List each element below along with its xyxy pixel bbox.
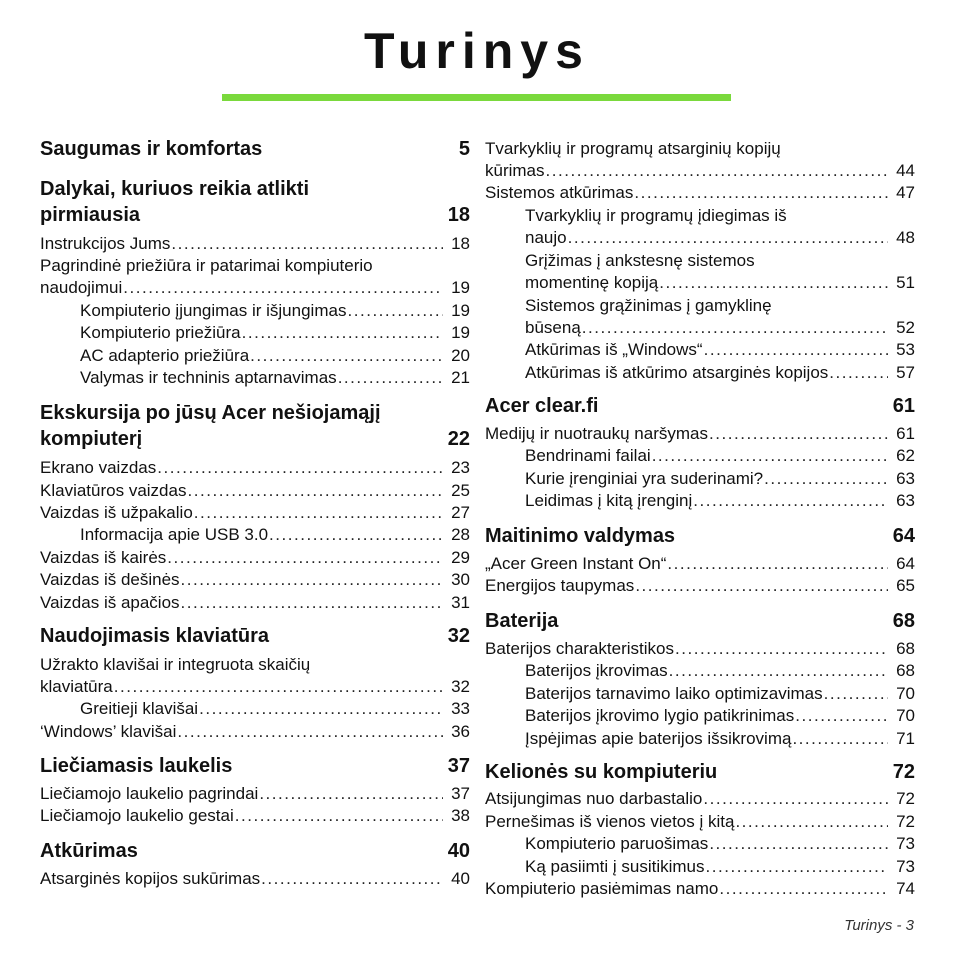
toc-entry[interactable] — [485, 878, 915, 900]
toc-entry[interactable] — [40, 255, 470, 299]
toc-section[interactable] — [485, 523, 915, 549]
page-number: 40 — [447, 840, 470, 862]
page-number: 72 — [896, 812, 915, 831]
leader-dots — [795, 705, 888, 727]
page-number: 21 — [451, 368, 470, 387]
toc-entry[interactable] — [40, 502, 470, 524]
section-title: Maitinimo valdymas — [485, 525, 676, 547]
toc-subentry[interactable] — [80, 300, 470, 322]
leader-dots — [250, 345, 443, 367]
leader-dots — [546, 160, 888, 182]
toc-subentry[interactable] — [525, 250, 915, 294]
page-number: 62 — [896, 446, 915, 465]
page-number: 63 — [896, 469, 915, 488]
page-number: 37 — [451, 784, 470, 803]
entry-text: Atsijungimas nuo darbastalio — [485, 789, 703, 808]
toc-subentry[interactable] — [80, 524, 470, 546]
leader-dots — [693, 490, 888, 512]
toc-entry[interactable] — [40, 592, 470, 614]
leader-dots — [706, 856, 889, 878]
entry-text: „Acer Green Instant On“ — [485, 554, 667, 573]
toc-entry[interactable] — [485, 553, 915, 575]
page-number: 33 — [451, 699, 470, 718]
entry-text: Kompiuterio pasiėmimas namo — [485, 879, 719, 898]
page-number: 64 — [896, 554, 915, 573]
page-number: 18 — [451, 234, 470, 253]
leader-dots — [824, 683, 888, 705]
entry-text: Medijų ir nuotraukų naršymas — [485, 424, 708, 443]
page-number: 28 — [451, 525, 470, 544]
toc-section[interactable] — [485, 608, 915, 634]
entry-text: ‘Windows’ klavišai — [40, 722, 177, 741]
page-number: 36 — [451, 722, 470, 741]
leader-dots — [181, 569, 443, 591]
toc-subentry[interactable] — [525, 205, 915, 249]
toc-entry[interactable] — [485, 575, 915, 597]
entry-text: Vaizdas iš apačios — [40, 593, 180, 612]
toc-subentry[interactable] — [525, 728, 915, 750]
page-number: 72 — [892, 761, 915, 783]
page-number: 30 — [451, 570, 470, 589]
leader-dots — [675, 638, 888, 660]
leader-dots — [269, 524, 443, 546]
leader-dots — [167, 547, 443, 569]
leader-dots — [259, 783, 443, 805]
entry-text: Pagrindinė priežiūra ir patarimai kompiuterio — [40, 256, 373, 275]
toc-section[interactable] — [485, 759, 915, 785]
entry-text: Įspėjimas apie baterijos išsikrovimą — [525, 729, 792, 748]
page-number: 53 — [896, 340, 915, 359]
toc-entry[interactable] — [40, 480, 470, 502]
page-number: 64 — [892, 525, 915, 547]
page-title: Turinys — [364, 23, 590, 79]
entry-text: Bendrinami failai — [525, 446, 651, 465]
toc-subentry[interactable] — [525, 362, 915, 384]
leader-dots — [568, 227, 888, 249]
toc-entry[interactable] — [40, 654, 470, 698]
leader-dots — [123, 277, 443, 299]
page-number: 27 — [451, 503, 470, 522]
page-footer: Turinys - 3 — [844, 917, 914, 934]
page-number: 70 — [896, 684, 915, 703]
page-number: 72 — [896, 789, 915, 808]
page-number: 22 — [447, 428, 470, 450]
section-title: Saugumas ir komfortas — [40, 138, 263, 160]
leader-dots — [704, 339, 888, 361]
toc-subentry[interactable] — [525, 683, 915, 705]
entry-text: Kurie įrenginiai yra suderinami? — [525, 469, 764, 488]
entry-text: Pernešimas iš vienos vietos į kitą — [485, 812, 735, 831]
toc-subentry[interactable] — [525, 339, 915, 361]
page-number: 47 — [896, 183, 915, 202]
leader-dots — [157, 457, 443, 479]
page-number: 18 — [447, 204, 470, 226]
page-number: 40 — [451, 869, 470, 888]
leader-dots — [177, 721, 443, 743]
toc-subentry[interactable] — [525, 705, 915, 727]
page-number: 73 — [896, 834, 915, 853]
leader-dots — [347, 300, 443, 322]
toc-entry[interactable] — [485, 423, 915, 445]
toc-subentry[interactable] — [525, 856, 915, 878]
leader-dots — [582, 317, 888, 339]
page-number: 61 — [892, 395, 915, 417]
toc-section[interactable] — [485, 393, 915, 419]
page-number: 23 — [451, 458, 470, 477]
toc-entry[interactable] — [40, 721, 470, 743]
entry-text: Informacija apie USB 3.0 — [80, 525, 269, 544]
page-number: 25 — [451, 481, 470, 500]
page-number: 68 — [896, 639, 915, 658]
entry-text: Kompiuterio priežiūra — [80, 323, 241, 342]
toc-section[interactable] — [40, 400, 470, 452]
entry-text: Vaizdas iš užpakalio — [40, 503, 193, 522]
page-number: 19 — [451, 278, 470, 297]
page-number: 74 — [896, 879, 915, 898]
toc-entry[interactable] — [40, 457, 470, 479]
entry-text: Tvarkyklių ir programų atsarginių kopijų — [485, 139, 781, 158]
entry-text: Baterijos tarnavimo laiko optimizavimas — [525, 684, 823, 703]
section-title: Dalykai, kuriuos reikia atlikti — [40, 178, 310, 200]
entry-text: Ekrano vaizdas — [40, 458, 157, 477]
leader-dots — [261, 868, 443, 890]
entry-text: būseną — [525, 318, 581, 337]
leader-dots — [652, 445, 888, 467]
leader-dots — [235, 805, 443, 827]
toc-section[interactable] — [40, 838, 470, 864]
toc-entry[interactable] — [40, 783, 470, 805]
entry-text: Baterijos įkrovimo lygio patikrinimas — [525, 706, 795, 725]
entry-text: Grįžimas į ankstesnę sistemos — [525, 251, 755, 270]
page-number: 5 — [458, 138, 470, 160]
page-number: 63 — [896, 491, 915, 510]
page-number: 71 — [896, 729, 915, 748]
entry-text: klaviatūra — [40, 677, 113, 696]
page-number: 48 — [896, 228, 915, 247]
leader-dots — [667, 553, 888, 575]
entry-text: Energijos taupymas — [485, 576, 635, 595]
section-title: Ekskursija po jūsų Acer nešiojamąjį — [40, 402, 381, 424]
section-title: pirmiausia — [40, 204, 141, 226]
entry-text: Ką pasiimti į susitikimus — [525, 857, 705, 876]
toc-section[interactable] — [40, 176, 470, 228]
leader-dots — [764, 468, 888, 490]
page-number: 51 — [896, 273, 915, 292]
section-title: Liečiamasis laukelis — [40, 755, 233, 777]
toc-entry[interactable] — [40, 233, 470, 255]
entry-text: momentinę kopiją — [525, 273, 659, 292]
leader-dots — [635, 575, 888, 597]
leader-dots — [242, 322, 443, 344]
leader-dots — [338, 367, 443, 389]
page-number: 65 — [896, 576, 915, 595]
leader-dots — [709, 423, 888, 445]
toc-entry[interactable] — [40, 547, 470, 569]
toc-entry[interactable] — [40, 569, 470, 591]
toc-subentry[interactable] — [80, 698, 470, 720]
entry-text: Leidimas į kitą įrenginį — [525, 491, 693, 510]
title-underline — [222, 94, 731, 101]
toc-section[interactable] — [40, 136, 470, 162]
entry-text: Sistemos grąžinimas į gamyklinę — [525, 296, 772, 315]
leader-dots — [659, 272, 888, 294]
entry-text: Vaizdas iš kairės — [40, 548, 167, 567]
toc-entry[interactable] — [485, 182, 915, 204]
toc-subentry[interactable] — [80, 367, 470, 389]
page-number: 37 — [447, 755, 470, 777]
page-number: 68 — [896, 661, 915, 680]
page-number: 20 — [451, 346, 470, 365]
toc-entry[interactable] — [485, 788, 915, 810]
entry-text: Kompiuterio įjungimas ir išjungimas — [80, 301, 347, 320]
entry-text: Instrukcijos Jums — [40, 234, 171, 253]
entry-text: Tvarkyklių ir programų įdiegimas iš — [525, 206, 787, 225]
leader-dots — [735, 811, 888, 833]
page-number: 70 — [896, 706, 915, 725]
toc-subentry[interactable] — [525, 468, 915, 490]
page-number: 19 — [451, 323, 470, 342]
toc-entry[interactable] — [485, 138, 915, 182]
leader-dots — [634, 182, 888, 204]
entry-text: AC adapterio priežiūra — [80, 346, 250, 365]
leader-dots — [703, 788, 888, 810]
entry-text: Atkūrimas iš atkūrimo atsarginės kopijos — [525, 363, 829, 382]
page-number: 73 — [896, 857, 915, 876]
toc-entry[interactable] — [485, 811, 915, 833]
page-number: 38 — [451, 806, 470, 825]
page-number: 19 — [451, 301, 470, 320]
section-title: Naudojimasis klaviatūra — [40, 625, 269, 647]
toc-subentry[interactable] — [80, 322, 470, 344]
entry-text: Atkūrimas iš „Windows“ — [525, 340, 703, 359]
entry-text: naudojimui — [40, 278, 123, 297]
leader-dots — [199, 698, 443, 720]
entry-text: Užrakto klavišai ir integruota skaičių — [40, 655, 311, 674]
entry-text: Liečiamojo laukelio gestai — [40, 806, 234, 825]
leader-dots — [709, 833, 888, 855]
toc-subentry[interactable] — [525, 660, 915, 682]
entry-text: kūrimas — [485, 161, 545, 180]
entry-text: Valymas ir techninis aptarnavimas — [80, 368, 337, 387]
toc-entry[interactable] — [40, 868, 470, 890]
leader-dots — [187, 480, 443, 502]
toc-entry[interactable] — [485, 638, 915, 660]
leader-dots — [829, 362, 888, 384]
leader-dots — [114, 676, 443, 698]
leader-dots — [171, 233, 443, 255]
page-number: 68 — [892, 610, 915, 632]
section-title: Kelionės su kompiuteriu — [485, 761, 718, 783]
toc-subentry[interactable] — [80, 345, 470, 367]
leader-dots — [669, 660, 888, 682]
page-number: 52 — [896, 318, 915, 337]
toc-subentry[interactable] — [525, 295, 915, 339]
entry-text: Baterijos charakteristikos — [485, 639, 674, 658]
entry-text: Klaviatūros vaizdas — [40, 481, 187, 500]
entry-text: Kompiuterio paruošimas — [525, 834, 709, 853]
leader-dots — [181, 592, 443, 614]
toc-entry[interactable] — [40, 805, 470, 827]
page-number: 29 — [451, 548, 470, 567]
toc-subentry[interactable] — [525, 445, 915, 467]
page-number: 57 — [896, 363, 915, 382]
leader-dots — [719, 878, 888, 900]
entry-text: naujo — [525, 228, 567, 247]
entry-text: Atsarginės kopijos sukūrimas — [40, 869, 261, 888]
page-number: 44 — [896, 161, 915, 180]
page-number: 32 — [447, 625, 470, 647]
section-title: kompiuterį — [40, 428, 143, 450]
leader-dots — [194, 502, 443, 524]
section-title: Baterija — [485, 610, 559, 632]
toc-section[interactable] — [40, 753, 470, 779]
toc-subentry[interactable] — [525, 833, 915, 855]
leader-dots — [792, 728, 888, 750]
section-title: Atkūrimas — [40, 840, 138, 862]
entry-text: Greitieji klavišai — [80, 699, 199, 718]
entry-text: Sistemos atkūrimas — [485, 183, 634, 202]
toc-subentry[interactable] — [525, 490, 915, 512]
section-title: Acer clear.fi — [485, 395, 599, 417]
page-number: 31 — [451, 593, 470, 612]
entry-text: Vaizdas iš dešinės — [40, 570, 180, 589]
page-number: 32 — [451, 677, 470, 696]
toc-section[interactable] — [40, 623, 470, 649]
page-number: 61 — [896, 424, 915, 443]
entry-text: Liečiamojo laukelio pagrindai — [40, 784, 259, 803]
entry-text: Baterijos įkrovimas — [525, 661, 668, 680]
